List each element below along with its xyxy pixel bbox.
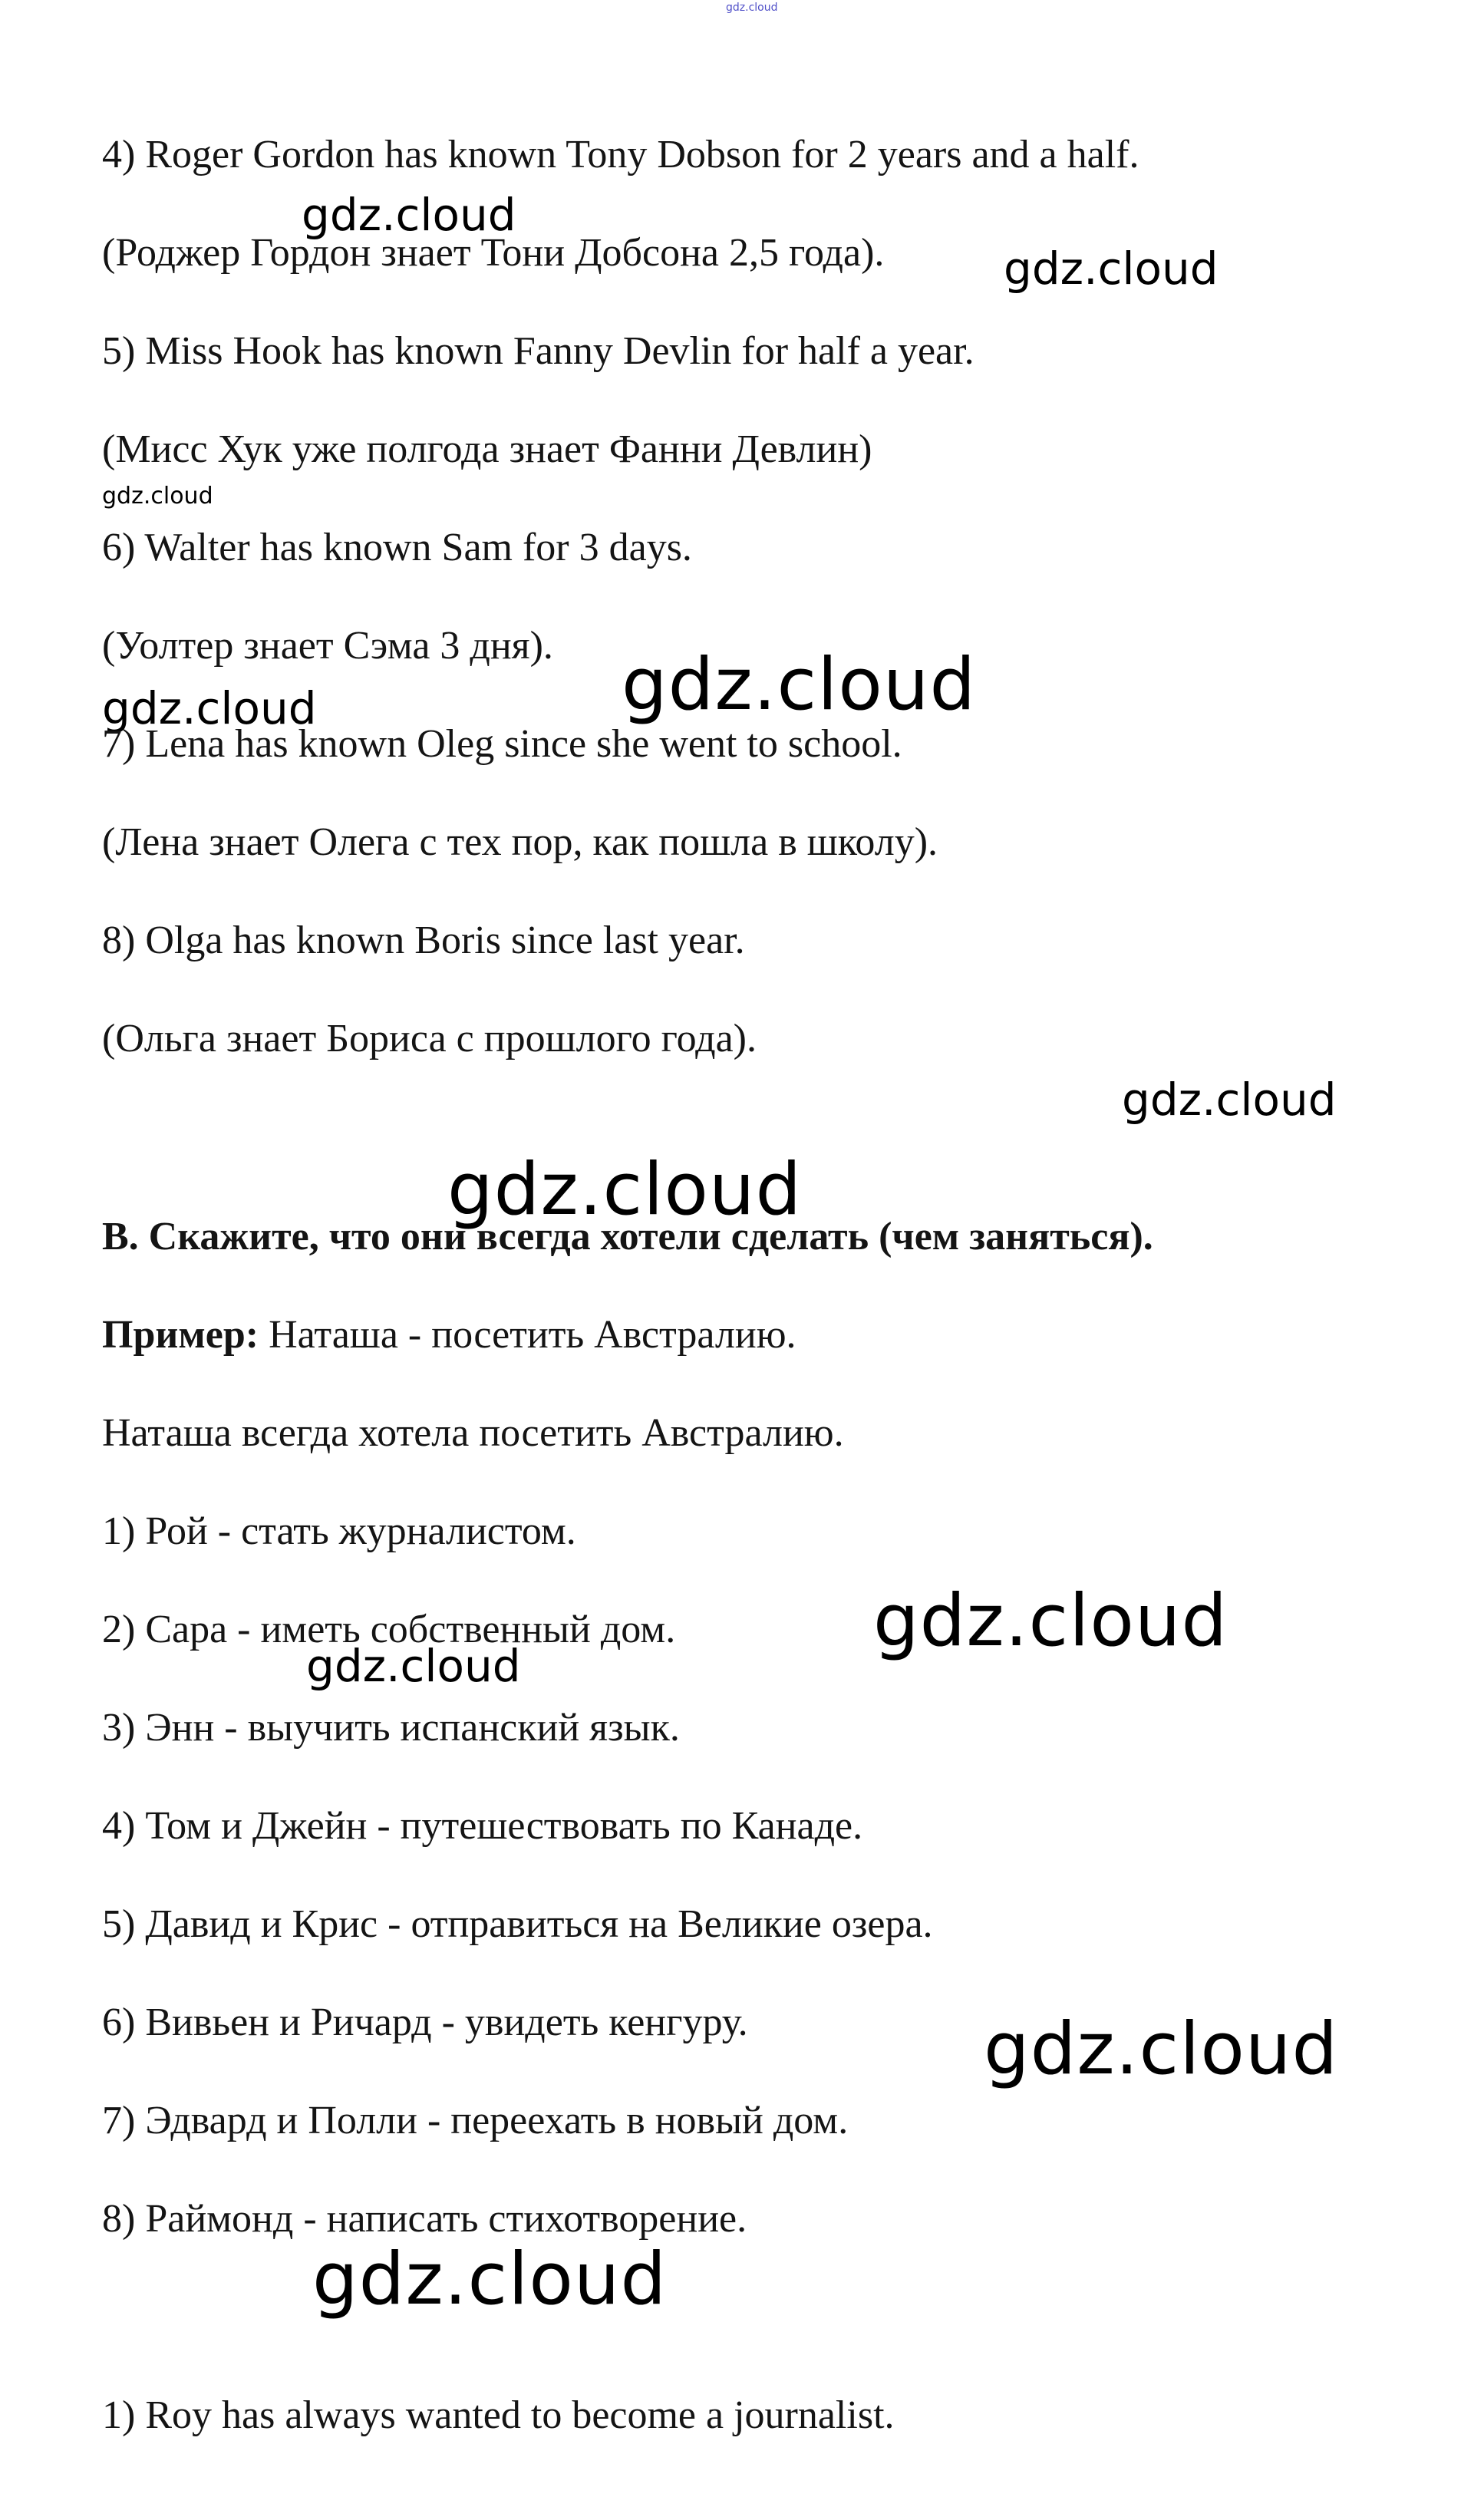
answer-line: 7) Lena has known Oleg since she went to school.: [102, 722, 902, 766]
watermark: gdz.cloud: [622, 643, 977, 727]
answer-line: 1) Roy has always wanted to become a journalist.: [102, 2393, 895, 2437]
watermark: gdz.cloud: [447, 1148, 803, 1232]
answer-line: 4) Roger Gordon has known Tony Dobson for 2 years and a half.: [102, 133, 1139, 176]
watermark: gdz.cloud: [302, 189, 516, 241]
example-line: [102, 1312, 796, 1358]
task-item: 6) Вивьен и Ричард - увидеть кенгуру.: [102, 2000, 748, 2044]
example-text: Наташа - посетить Австралию.: [259, 1313, 796, 1357]
watermark: gdz.cloud: [726, 2, 778, 14]
translation-line: (Ольга знает Бориса с прошлого года).: [102, 1017, 757, 1060]
section-heading: B. Скажите, что они всегда хотели сделать (чем заняться).: [102, 1215, 1153, 1258]
answer-line: 5) Miss Hook has known Fanny Devlin for half a year.: [102, 329, 974, 373]
watermark: gdz.cloud: [1004, 242, 1219, 295]
task-item: 1) Рой - стать журналистом.: [102, 1509, 576, 1553]
answer-line: 6) Walter has known Sam for 3 days.: [102, 526, 692, 569]
example-label: Пример:: [102, 1313, 259, 1357]
watermark: gdz.cloud: [312, 2238, 668, 2321]
translation-line: (Лена знает Олега с тех пор, как пошла в школу).: [102, 820, 938, 864]
watermark: gdz.cloud: [102, 682, 317, 734]
watermark: gdz.cloud: [306, 1640, 521, 1692]
task-item: 4) Том и Джейн - путешествовать по Канаде.: [102, 1804, 863, 1848]
task-item: 7) Эдвард и Полли - переехать в новый дом.: [102, 2099, 849, 2142]
watermark: gdz.cloud: [984, 2007, 1339, 2091]
task-item: 5) Давид и Крис - отправиться на Великие озера.: [102, 1902, 933, 1946]
translation-line: (Уолтер знает Сэма 3 дня).: [102, 624, 553, 668]
task-item: 2) Сара - иметь собственный дом.: [102, 1608, 676, 1651]
translation-line: (Роджер Гордон знает Тони Добсона 2,5 года).: [102, 231, 885, 275]
watermark: gdz.cloud: [873, 1579, 1228, 1663]
watermark: gdz.cloud: [102, 483, 213, 510]
task-item: 8) Раймонд - написать стихотворение.: [102, 2197, 747, 2241]
task-item: 3) Энн - выучить испанский язык.: [102, 1706, 680, 1750]
answer-line: 8) Olga has known Boris since last year.: [102, 919, 745, 962]
translation-line: (Мисс Хук уже полгода знает Фанни Девлин): [102, 427, 872, 471]
example-answer: Наташа всегда хотела посетить Австралию.: [102, 1411, 844, 1455]
watermark: gdz.cloud: [1122, 1074, 1337, 1126]
